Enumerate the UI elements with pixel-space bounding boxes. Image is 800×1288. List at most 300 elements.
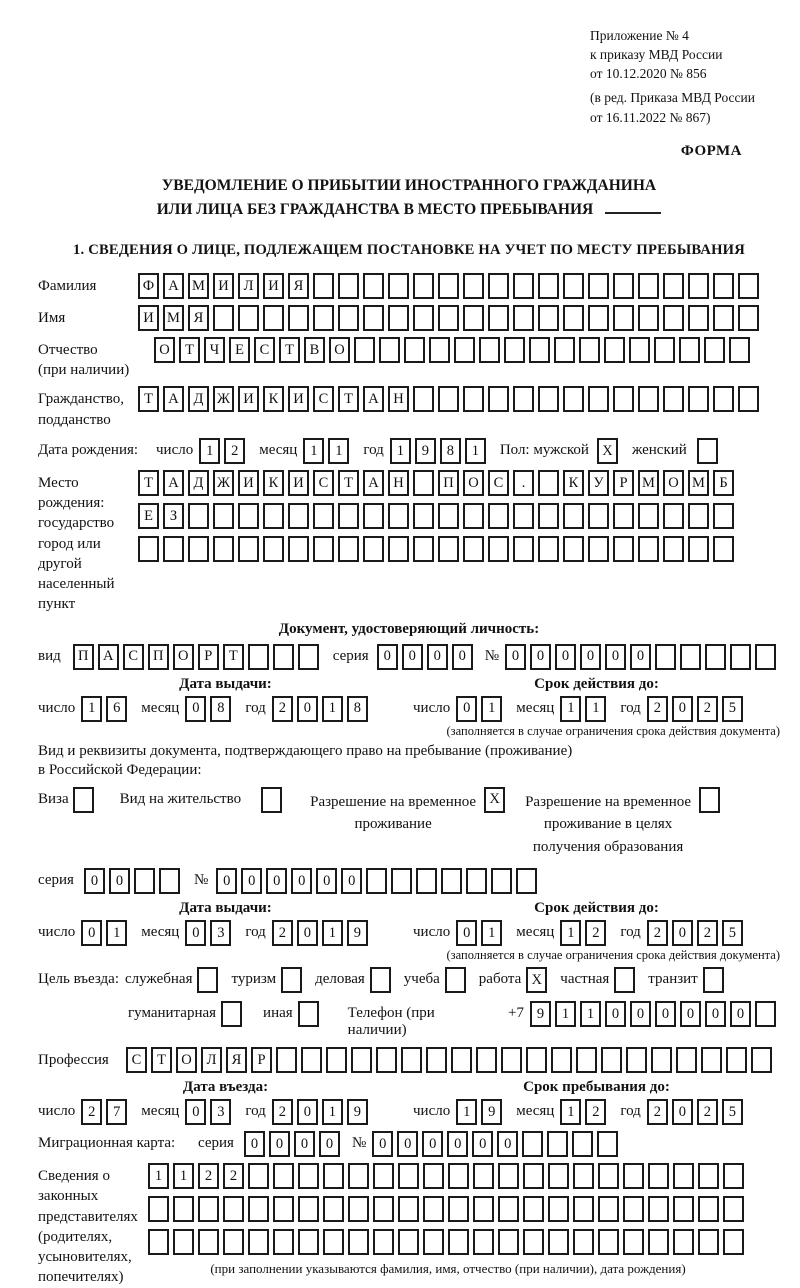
- purpose-other-checkbox: [298, 1001, 323, 1027]
- char-cell: [476, 1047, 497, 1073]
- char-cell: 0: [81, 920, 102, 946]
- char-cell: [598, 1229, 619, 1255]
- char-cell: 1: [481, 920, 502, 946]
- birth-day-cells: [199, 438, 249, 464]
- char-cell: [148, 1229, 169, 1255]
- char-cell: 1: [322, 1099, 343, 1125]
- char-cell: [213, 503, 234, 529]
- purpose-work-checkbox: [526, 967, 551, 993]
- residence-intro-line2: в Российской Федерации:: [38, 761, 202, 778]
- char-cell: 0: [427, 644, 448, 670]
- char-cell: [705, 644, 726, 670]
- char-cell: 2: [585, 920, 606, 946]
- char-cell: [629, 337, 650, 363]
- char-cell: [288, 305, 309, 331]
- char-cell: [516, 868, 537, 894]
- char-cell: [448, 1196, 469, 1222]
- char-cell: [713, 503, 734, 529]
- char-cell: 0: [397, 1131, 418, 1157]
- char-cell: [388, 305, 409, 331]
- char-cell: 3: [210, 920, 231, 946]
- char-cell: [638, 305, 659, 331]
- char-cell: [598, 1163, 619, 1189]
- char-cell: [488, 386, 509, 412]
- char-cell: [538, 386, 559, 412]
- char-cell: И: [288, 470, 309, 496]
- char-cell: И: [238, 470, 259, 496]
- char-cell: [488, 273, 509, 299]
- char-cell: [438, 273, 459, 299]
- char-cell: [298, 1163, 319, 1189]
- char-cell: 1: [322, 920, 343, 946]
- char-cell: [438, 503, 459, 529]
- char-cell: [423, 1229, 444, 1255]
- char-cell: 0: [497, 1131, 518, 1157]
- surname-label: Фамилия: [38, 277, 97, 294]
- char-cell: [563, 536, 584, 562]
- char-cell: [398, 1196, 419, 1222]
- month-label: месяц: [141, 1103, 180, 1120]
- surname-row: [38, 273, 780, 299]
- char-cell: [445, 967, 466, 993]
- res-expiry-year-cells: [647, 920, 747, 946]
- legal-representatives-line2: [148, 1196, 748, 1222]
- char-cell: [398, 1229, 419, 1255]
- char-cell: [348, 1196, 369, 1222]
- char-cell: 2: [198, 1163, 219, 1189]
- char-cell: [573, 1196, 594, 1222]
- char-cell: А: [163, 273, 184, 299]
- char-cell: Т: [138, 470, 159, 496]
- char-cell: Л: [201, 1047, 222, 1073]
- char-cell: И: [138, 305, 159, 331]
- char-cell: С: [254, 337, 275, 363]
- char-cell: М: [163, 305, 184, 331]
- char-cell: М: [638, 470, 659, 496]
- char-cell: [738, 305, 759, 331]
- char-cell: [623, 1229, 644, 1255]
- char-cell: [726, 1047, 747, 1073]
- char-cell: [261, 787, 282, 813]
- char-cell: 0: [341, 868, 362, 894]
- char-cell: [413, 305, 434, 331]
- doc-type-label: вид: [38, 647, 61, 664]
- res-expiry-group: [413, 920, 780, 946]
- char-cell: 0: [730, 1001, 751, 1027]
- char-cell: 0: [630, 644, 651, 670]
- char-cell: [163, 536, 184, 562]
- char-cell: [488, 503, 509, 529]
- char-cell: [273, 1163, 294, 1189]
- char-cell: 1: [560, 920, 581, 946]
- char-cell: [288, 536, 309, 562]
- purpose-label: Цель въезда:: [38, 971, 119, 988]
- doc-expiry-heading: Срок действия до:: [534, 675, 659, 692]
- purpose-option-other: иная: [263, 1001, 323, 1027]
- char-cell: 0: [447, 1131, 468, 1157]
- char-cell: [663, 273, 684, 299]
- doc-number-cells: [505, 644, 780, 670]
- char-cell: [373, 1163, 394, 1189]
- char-cell: [738, 386, 759, 412]
- char-cell: [338, 273, 359, 299]
- char-cell: [538, 305, 559, 331]
- char-cell: А: [163, 470, 184, 496]
- char-cell: [173, 1229, 194, 1255]
- char-cell: [738, 273, 759, 299]
- char-cell: С: [126, 1047, 147, 1073]
- year-label: год: [363, 441, 384, 458]
- entry-date-heading: Дата въезда:: [182, 1079, 269, 1096]
- char-cell: Я: [226, 1047, 247, 1073]
- legal-representatives-line3: [148, 1229, 748, 1255]
- doc-type-cells: [73, 644, 323, 670]
- char-cell: [238, 536, 259, 562]
- revision-line: (в ред. Приказа МВД России: [590, 90, 755, 106]
- char-cell: [638, 273, 659, 299]
- char-cell: [538, 273, 559, 299]
- char-cell: [588, 536, 609, 562]
- char-cell: [238, 503, 259, 529]
- char-cell: [473, 1229, 494, 1255]
- profession-cells: [126, 1047, 776, 1073]
- form-header-reference: [590, 26, 780, 127]
- char-cell: [466, 868, 487, 894]
- char-cell: [173, 1196, 194, 1222]
- char-cell: [198, 1229, 219, 1255]
- char-cell: А: [163, 386, 184, 412]
- char-cell: [688, 386, 709, 412]
- res-expiry-day-cells: [456, 920, 506, 946]
- appendix-line: к приказу МВД России: [590, 47, 723, 63]
- char-cell: Т: [179, 337, 200, 363]
- migration-card-label: Миграционная карта:: [38, 1135, 176, 1152]
- doc-issue-heading: Дата выдачи:: [179, 675, 272, 692]
- char-cell: [366, 868, 387, 894]
- char-cell: [323, 1163, 344, 1189]
- entry-year-cells: [272, 1099, 372, 1125]
- char-cell: Ф: [138, 273, 159, 299]
- forma-label: ФОРМА: [680, 142, 742, 159]
- char-cell: [138, 536, 159, 562]
- char-cell: [388, 503, 409, 529]
- char-cell: [613, 536, 634, 562]
- char-cell: 0: [630, 1001, 651, 1027]
- char-cell: 1: [555, 1001, 576, 1027]
- char-cell: [576, 1047, 597, 1073]
- char-cell: 9: [530, 1001, 551, 1027]
- char-cell: [638, 503, 659, 529]
- char-cell: О: [173, 644, 194, 670]
- purpose-option-humanitarian: гуманитарная: [128, 1001, 246, 1027]
- char-cell: [554, 337, 575, 363]
- char-cell: [504, 337, 525, 363]
- char-cell: [273, 1196, 294, 1222]
- char-cell: [391, 868, 412, 894]
- char-cell: [213, 536, 234, 562]
- appendix-line: от 10.12.2020 № 856: [590, 66, 707, 82]
- char-cell: 0: [452, 644, 473, 670]
- char-cell: [301, 1047, 322, 1073]
- char-cell: О: [663, 470, 684, 496]
- char-cell: [755, 1001, 776, 1027]
- char-cell: 0: [216, 868, 237, 894]
- char-cell: 1: [456, 1099, 477, 1125]
- char-cell: [723, 1196, 744, 1222]
- char-cell: 8: [210, 696, 231, 722]
- char-cell: 0: [402, 644, 423, 670]
- char-cell: [413, 386, 434, 412]
- char-cell: [663, 536, 684, 562]
- char-cell: П: [148, 644, 169, 670]
- profession-row: [38, 1047, 780, 1073]
- char-cell: [548, 1196, 569, 1222]
- char-cell: О: [329, 337, 350, 363]
- char-cell: [498, 1196, 519, 1222]
- res-expiry-month-cells: [560, 920, 610, 946]
- char-cell: У: [588, 470, 609, 496]
- char-cell: 2: [585, 1099, 606, 1125]
- char-cell: [673, 1163, 694, 1189]
- char-cell: [248, 644, 269, 670]
- char-cell: А: [363, 386, 384, 412]
- char-cell: [388, 273, 409, 299]
- char-cell: [323, 1196, 344, 1222]
- char-cell: А: [98, 644, 119, 670]
- char-cell: [699, 787, 720, 813]
- char-cell: [288, 503, 309, 529]
- char-cell: [701, 1047, 722, 1073]
- migration-number-label: №: [351, 1135, 367, 1152]
- entry-day-cells: [81, 1099, 131, 1125]
- migration-series-label: серия: [198, 1135, 234, 1152]
- char-cell: [159, 868, 180, 894]
- doc-issue-year-cells: [272, 696, 372, 722]
- char-cell: Л: [238, 273, 259, 299]
- res-issue-year-cells: [272, 920, 372, 946]
- doc-series-label: серия: [332, 647, 369, 664]
- month-label: месяц: [516, 699, 555, 716]
- char-cell: И: [263, 273, 284, 299]
- char-cell: [688, 273, 709, 299]
- sex-label: Пол: мужской: [499, 441, 589, 458]
- char-cell: [338, 305, 359, 331]
- char-cell: 0: [530, 644, 551, 670]
- char-cell: [513, 503, 534, 529]
- char-cell: 2: [272, 920, 293, 946]
- char-cell: Т: [279, 337, 300, 363]
- char-cell: [263, 536, 284, 562]
- phone-cells: [530, 1001, 780, 1027]
- stay-year-cells: [647, 1099, 747, 1125]
- temp-residence-checkbox: [484, 787, 509, 813]
- char-cell: Т: [223, 644, 244, 670]
- char-cell: [313, 273, 334, 299]
- char-cell: К: [263, 386, 284, 412]
- char-cell: [663, 305, 684, 331]
- char-cell: [501, 1047, 522, 1073]
- char-cell: 1: [390, 438, 411, 464]
- temp-residence-option: [310, 787, 509, 836]
- purpose-business-checkbox: [370, 967, 395, 993]
- residence-options-row: [38, 787, 780, 859]
- char-cell: [680, 644, 701, 670]
- res-number-cells: [216, 868, 541, 894]
- doc-expiry-month-cells: [560, 696, 610, 722]
- char-cell: [354, 337, 375, 363]
- char-cell: И: [213, 273, 234, 299]
- char-cell: [698, 1196, 719, 1222]
- char-cell: 0: [269, 1131, 290, 1157]
- char-cell: Н: [388, 470, 409, 496]
- char-cell: И: [238, 386, 259, 412]
- char-cell: [513, 386, 534, 412]
- char-cell: [423, 1163, 444, 1189]
- section1-heading: 1. СВЕДЕНИЯ О ЛИЦЕ, ПОДЛЕЖАЩЕМ ПОСТАНОВКЕ НА УЧЕТ ПО МЕСТУ ПРЕБЫВАНИЯ: [73, 241, 745, 258]
- char-cell: [513, 536, 534, 562]
- char-cell: 0: [655, 1001, 676, 1027]
- char-cell: 8: [440, 438, 461, 464]
- char-cell: [676, 1047, 697, 1073]
- char-cell: Т: [151, 1047, 172, 1073]
- doc-expiry-year-cells: [647, 696, 747, 722]
- char-cell: [248, 1229, 269, 1255]
- char-cell: 9: [481, 1099, 502, 1125]
- char-cell: [563, 305, 584, 331]
- birth-place-line2: [138, 503, 738, 529]
- char-cell: [313, 305, 334, 331]
- char-cell: 1: [465, 438, 486, 464]
- doc-dates-block: [38, 676, 780, 739]
- char-cell: [148, 1196, 169, 1222]
- legal-representatives-line1: [148, 1163, 748, 1189]
- char-cell: 5: [722, 1099, 743, 1125]
- patronymic-cells: [154, 337, 754, 363]
- legal-representatives-label: Сведения о законных представителях (родителях, усыновителях, попечителях): [38, 1168, 138, 1286]
- entry-date-group: [38, 1099, 413, 1125]
- day-label: число: [38, 1103, 76, 1120]
- stay-until-group: [413, 1099, 780, 1125]
- char-cell: [538, 536, 559, 562]
- char-cell: [413, 470, 434, 496]
- char-cell: [538, 503, 559, 529]
- char-cell: 0: [244, 1131, 265, 1157]
- char-cell: [188, 503, 209, 529]
- char-cell: 2: [697, 920, 718, 946]
- char-cell: [663, 503, 684, 529]
- char-cell: [697, 438, 718, 464]
- char-cell: Ч: [204, 337, 225, 363]
- visa-checkbox: [73, 787, 98, 813]
- doc-expiry-note: (заполняется в случае ограничения срока действия документа): [446, 723, 780, 738]
- char-cell: [614, 967, 635, 993]
- char-cell: [473, 1196, 494, 1222]
- birth-place-cells: [138, 470, 738, 562]
- char-cell: [348, 1229, 369, 1255]
- char-cell: 8: [347, 696, 368, 722]
- char-cell: 0: [297, 1099, 318, 1125]
- sex-male-checkbox: [597, 438, 622, 464]
- char-cell: 1: [560, 1099, 581, 1125]
- char-cell: [513, 305, 534, 331]
- phone-label: Телефон (при наличии): [347, 1005, 435, 1039]
- year-label: год: [245, 699, 266, 716]
- char-cell: [713, 386, 734, 412]
- char-cell: 0: [297, 920, 318, 946]
- day-label: число: [413, 699, 451, 716]
- char-cell: [498, 1229, 519, 1255]
- char-cell: [463, 536, 484, 562]
- char-cell: [463, 503, 484, 529]
- char-cell: [223, 1229, 244, 1255]
- char-cell: С: [123, 644, 144, 670]
- char-cell: [281, 967, 302, 993]
- birth-place-label: Место рождения: государство город или другой населенный пункт: [38, 474, 115, 613]
- char-cell: [298, 1229, 319, 1255]
- char-cell: [573, 1229, 594, 1255]
- residence-permit-option: [120, 787, 286, 813]
- char-cell: [373, 1196, 394, 1222]
- char-cell: Е: [229, 337, 250, 363]
- char-cell: [463, 273, 484, 299]
- char-cell: [326, 1047, 347, 1073]
- day-label: число: [413, 1103, 451, 1120]
- purpose-option-transit: транзит: [648, 967, 727, 993]
- char-cell: [423, 1196, 444, 1222]
- res-issue-month-cells: [185, 920, 235, 946]
- char-cell: 0: [185, 696, 206, 722]
- char-cell: 2: [697, 696, 718, 722]
- doc-series-cells: [377, 644, 477, 670]
- char-cell: [655, 644, 676, 670]
- char-cell: Ж: [213, 386, 234, 412]
- birth-year-cells: [390, 438, 490, 464]
- char-cell: [488, 536, 509, 562]
- char-cell: 0: [84, 868, 105, 894]
- month-label: месяц: [141, 924, 180, 941]
- char-cell: М: [188, 273, 209, 299]
- char-cell: 0: [297, 696, 318, 722]
- char-cell: 2: [272, 1099, 293, 1125]
- stay-until-heading: Срок пребывания до:: [523, 1079, 670, 1096]
- purpose-study-checkbox: [445, 967, 470, 993]
- char-cell: Р: [198, 644, 219, 670]
- birth-place-line1: [138, 470, 738, 496]
- char-cell: 2: [697, 1099, 718, 1125]
- stay-month-cells: [560, 1099, 610, 1125]
- char-cell: 1: [173, 1163, 194, 1189]
- char-cell: И: [288, 386, 309, 412]
- month-label: месяц: [259, 441, 298, 458]
- char-cell: [463, 305, 484, 331]
- char-cell: 1: [585, 696, 606, 722]
- char-cell: [563, 386, 584, 412]
- char-cell: Б: [713, 470, 734, 496]
- citizenship-label: Гражданство, подданство: [38, 391, 125, 428]
- migration-card-row: [38, 1131, 780, 1157]
- day-label: число: [413, 924, 451, 941]
- purpose-transit-checkbox: [703, 967, 728, 993]
- char-cell: 2: [647, 920, 668, 946]
- char-cell: [563, 273, 584, 299]
- char-cell: [626, 1047, 647, 1073]
- doc-issue-group: [38, 696, 413, 722]
- char-cell: К: [563, 470, 584, 496]
- char-cell: [134, 868, 155, 894]
- birth-place-row: [38, 470, 780, 615]
- residence-dates-block: [38, 900, 780, 963]
- char-cell: [688, 305, 709, 331]
